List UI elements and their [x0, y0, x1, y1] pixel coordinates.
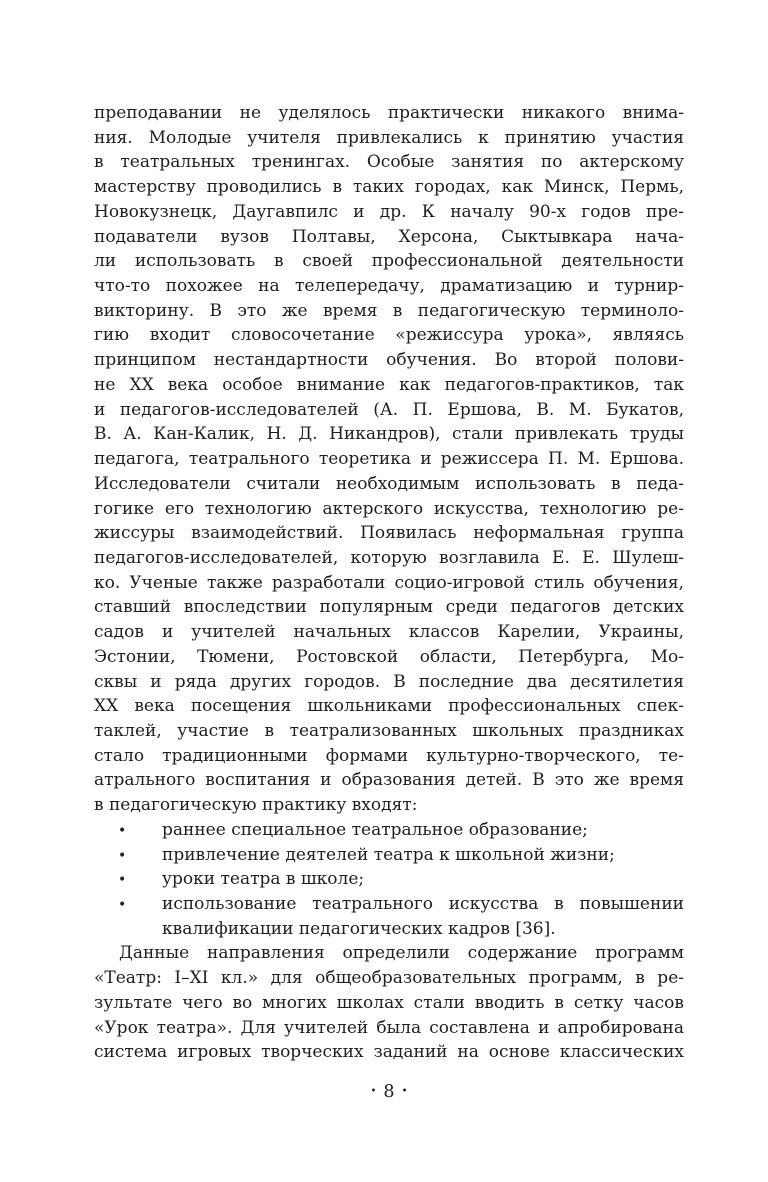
page-footer	[94, 1080, 684, 1104]
text-line: гогике его технологию актерского искусства, технологию ре-	[94, 498, 684, 519]
text-line: «Урок театра». Для учителей была составлена и апробирована	[94, 1017, 684, 1038]
bullet-marker: •	[118, 847, 127, 864]
text-line: жиссуры взаимодействий. Появилась неформальная группа	[94, 523, 684, 544]
text-line: • уроки театра в школе;	[94, 867, 684, 892]
text-line: в театральных тренингах. Особые занятия по актерскому	[94, 152, 684, 173]
text-line: викторину. В это же время в педагогическую терминоло-	[94, 300, 684, 321]
text-line: в педагогическую практику входят:	[94, 795, 418, 816]
text-line: садов и учителей начальных классов Карелии, Украины,	[94, 622, 684, 643]
text-line: XX века посещения школьниками профессиональных спек-	[94, 696, 684, 717]
text-line: гию входит словосочетание «режиссура урока», являясь	[94, 325, 684, 346]
bullet-marker: •	[118, 897, 127, 913]
footer-dot-right: •	[401, 1086, 408, 1097]
text-line: и педагогов-исследователей (А. П. Ершова, В. М. Букатов,	[94, 399, 684, 420]
text-line: Данные направления определили содержание программ	[119, 943, 684, 964]
text-line: ко. Ученые также разработали социо-игровой стиль обучения,	[94, 572, 684, 593]
body-text	[94, 101, 684, 1065]
text-line: • раннее специальное театральное образование;	[94, 818, 684, 843]
paragraph-2	[94, 941, 684, 1065]
bullet-marker: •	[118, 822, 127, 839]
text-line: не XX века особое внимание как педагогов-практиков, так	[94, 374, 684, 395]
text-line: «Театр: I–XI кл.» для общеобразовательных программ, в ре-	[94, 968, 684, 989]
text-line: ставший впоследствии популярным среди педагогов детских	[94, 597, 684, 618]
text-line: стало традиционными формами культурно-творческого, те-	[94, 745, 684, 766]
text-line: Исследователи считали необходимым использовать в педа-	[94, 473, 684, 494]
text-line: педагога, театрального теоретика и режиссера П. М. Ершова.	[94, 449, 684, 470]
text-line: преподавании не уделялось практически никакого внима-	[94, 103, 684, 123]
text-line: система игровых творческих заданий на основе классических	[94, 1042, 684, 1063]
text-line: ли использовать в своей профессиональной деятельности	[94, 251, 684, 272]
bullet-marker: •	[118, 872, 127, 889]
text-line: квалификации педагогических кадров [36].	[162, 918, 556, 939]
text-line: • использование театрального искусства в повышении	[94, 892, 684, 917]
text-line: Новокузнецк, Даугавпилс и др. К началу 90-х годов пре-	[94, 201, 684, 222]
text-line: что-то похожее на телепередачу, драматизацию и турнир-	[94, 276, 684, 297]
text-line: В. А. Кан-Калик, Н. Д. Никандров), стали привлекать труды	[94, 424, 684, 445]
text-line: • привлечение деятелей театра к школьной жизни;	[94, 843, 684, 868]
text-line: педагогов-исследователей, которую возглавила Е. Е. Шулеш-	[94, 547, 684, 568]
text-line: ния. Молодые учителя привлекались к принятию участия	[94, 127, 684, 148]
text-line: зультате чего во многих школах стали вводить в сетку часов	[94, 992, 684, 1013]
text-line: Эстонии, Тюмени, Ростовской области, Петербурга, Мо-	[94, 646, 684, 667]
bullet-list	[94, 818, 684, 942]
footer-dot-left: •	[370, 1086, 377, 1097]
text-line: принципом нестандартности обучения. Во второй полови-	[94, 350, 684, 371]
text-line: таклей, участие в театрализованных школьных праздниках	[94, 720, 684, 741]
text-line: сквы и ряда других городов. В последние два десятилетия	[94, 671, 684, 692]
page-number: 8	[383, 1082, 395, 1102]
text-line: атрального воспитания и образования детей. В это же время	[94, 770, 684, 791]
paragraph-1	[94, 101, 684, 818]
text-line: мастерству проводились в таких городах, как Минск, Пермь,	[94, 177, 684, 198]
text-line: подаватели вузов Полтавы, Херсона, Сыктывкара нача-	[94, 226, 684, 247]
